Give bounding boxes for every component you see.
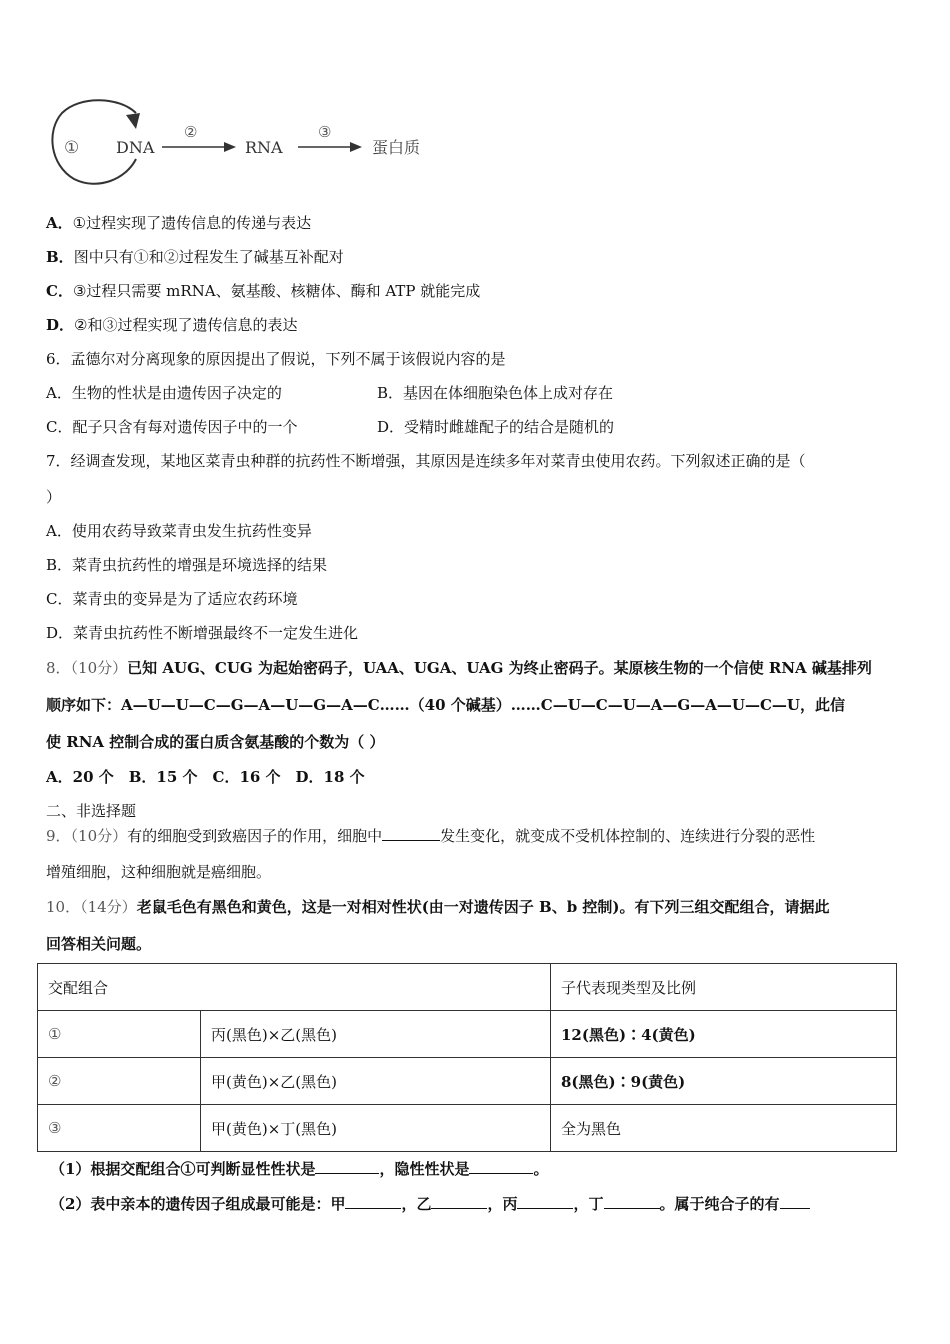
q8-options: A．20 个 B．15 个 C．16 个 D．18 个 [46,768,365,786]
q7-option-a: A．使用农药导致菜青虫发生抗药性变异 [46,522,312,540]
q5-option-d: D．②和③过程实现了遗传信息的表达 [46,316,298,334]
genotype-yi-blank[interactable] [431,1194,487,1209]
dna-label: DNA [116,138,155,157]
q6-stem: 6．孟德尔对分离现象的原因提出了假说，下列不属于该假说内容的是 [46,350,506,368]
table-header-row [38,964,897,1011]
genotype-bing-blank[interactable] [517,1194,573,1209]
q7-option-c: C．菜青虫的变异是为了适应农药环境 [46,590,298,608]
rna-label: RNA [245,138,283,157]
transcription-arrowhead [224,142,236,152]
table-header-cross: 交配组合 [38,964,551,1011]
q5-option-a: A．①过程实现了遗传信息的传递与表达 [46,214,312,232]
q7-option-d: D．菜青虫抗药性不断增强最终不一定发生进化 [46,624,359,642]
table-header-offspring: 子代表现类型及比例 [551,964,897,1011]
step-3-label: ③ [318,123,332,141]
table-cell-result: 12(黑色)∶4(黄色) [551,1011,897,1058]
homozygote-blank[interactable] [780,1194,810,1209]
q10-sub2: （2）表中亲本的遗传因子组成最可能是：甲 ，乙 ，丙 ，丁 。属于纯合子的有 [50,1193,810,1214]
q9-blank[interactable] [382,826,440,841]
table-cell-id: ③ [38,1105,201,1152]
cross-table [37,963,897,1152]
table-row [38,1058,897,1105]
step-2-label: ② [184,123,198,141]
q6-option-b: B．基因在体细胞染色体上成对存在 [377,384,614,402]
q10-sub1: （1）根据交配组合①可判断显性性状是 ，隐性性状是 。 [50,1160,549,1178]
recessive-trait-blank[interactable] [469,1159,533,1174]
genotype-jia-blank[interactable] [345,1194,401,1209]
q10-stem-cont: 回答相关问题。 [46,935,152,953]
table-cell-result: 8(黑色)∶9(黄色) [551,1058,897,1105]
table-row [38,1011,897,1058]
table-cell-result: 全为黑色 [551,1105,897,1152]
table-cell-cross: 丙(黑色)×乙(黑色) [201,1011,551,1058]
q7-stem-cont: ） [46,488,62,506]
protein-label: 蛋白质 [372,138,421,157]
q8-sequence: 顺序如下：A—U—U—C—G—A—U—G—A—C……（40 个碱基）……C—U—C—U—A—G—A—U—C—U，此信 [46,696,845,714]
replication-arrowhead [126,113,140,129]
table-cell-cross: 甲(黄色)×丁(黑色) [201,1105,551,1152]
translation-arrowhead [350,142,362,152]
q6-option-d: D．受精时雌雄配子的结合是随机的 [377,418,615,436]
q6-option-a: A．生物的性状是由遗传因子决定的 [46,384,282,402]
q8-question: 使 RNA 控制合成的蛋白质含氨基酸的个数为（ ） [46,733,385,751]
q7-option-b: B．菜青虫抗药性的增强是环境选择的结果 [46,556,328,574]
genotype-ding-blank[interactable] [604,1194,660,1209]
section-heading: 二、非选择题 [46,802,137,820]
q5-option-b: B．图中只有①和②过程发生了碱基互补配对 [46,248,344,266]
table-cell-cross: 甲(黄色)×乙(黑色) [201,1058,551,1105]
dominant-trait-blank[interactable] [315,1159,379,1174]
central-dogma-diagram [40,95,460,195]
q9-stem-cont: 增殖细胞，这种细胞就是癌细胞。 [46,863,272,881]
table-cell-id: ② [38,1058,201,1105]
q7-stem: 7．经调查发现，某地区菜青虫种群的抗药性不断增强，其原因是连续多年对菜青虫使用农药。下列叙述正确的是（ [46,452,806,470]
q5-option-c: C．③过程只需要 mRNA、氨基酸、核糖体、酶和 ATP 就能完成 [46,282,481,300]
table-row [38,1105,897,1152]
step-1-label: ① [64,138,80,158]
q9-stem: 9．（10分）有的细胞受到致癌因子的作用，细胞中 发生变化，就变成不受机体控制的、连续进行分裂的恶性 [46,827,816,845]
q8-stem: 8．（10分）已知 AUG、CUG 为起始密码子，UAA、UGA、UAG 为终止密码子。某原核生物的一个信使 RNA 碱基排列 [46,659,872,677]
q10-stem: 10．（14分）老鼠毛色有黑色和黄色，这是一对相对性状(由一对遗传因子 B、b 控制)。有下列三组交配组合，请据此 [46,898,830,916]
q6-option-c: C．配子只含有每对遗传因子中的一个 [46,418,298,436]
table-cell-id: ① [38,1011,201,1058]
